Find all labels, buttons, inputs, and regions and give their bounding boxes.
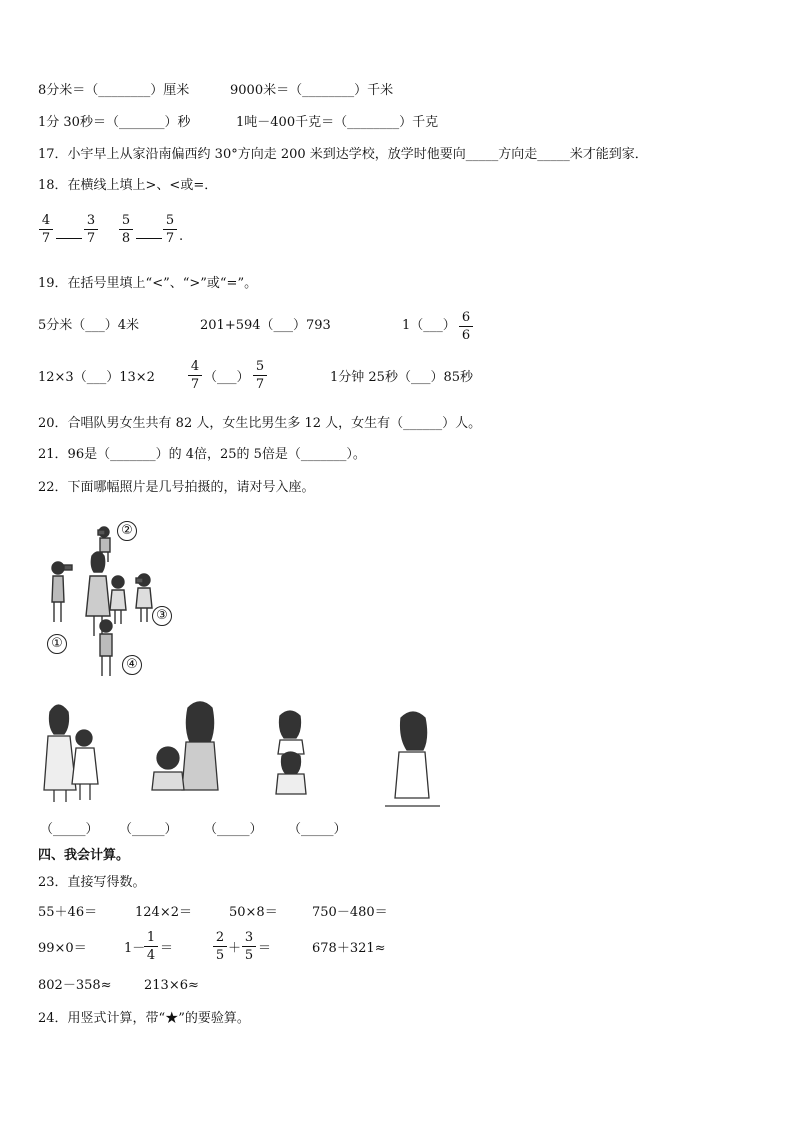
photo-4-woman-profile <box>385 710 440 810</box>
marker-3: ③ <box>152 606 172 626</box>
question-23: 23．直接写得数。 <box>38 875 146 890</box>
question-18: 18．在横线上填上>、<或=． <box>38 178 218 193</box>
fraction-2-5: 2 5 <box>213 930 227 963</box>
compare-5: （___） <box>204 370 250 385</box>
question-20: 20．合唱队男女生共有 82 人，女生比男生多 12 人，女生有（______）人。 <box>38 416 482 431</box>
photo-scene-illustration <box>40 518 180 683</box>
calc-9: 802－358≈ <box>38 978 112 993</box>
plus-sign: ＋ <box>228 941 242 956</box>
fraction-6-6: 6 6 <box>459 310 473 343</box>
question-19: 19．在括号里填上“<”、“>”或“=”。 <box>38 276 258 291</box>
answer-blank-2[interactable]: （_____） <box>119 822 178 837</box>
fraction-5-8: 5 8 <box>119 213 133 246</box>
photo-2-back-view <box>150 700 225 795</box>
calc-7-suffix: ＝ <box>258 941 272 956</box>
calc-10: 213×6≈ <box>144 978 199 993</box>
calc-4: 750－480＝ <box>312 905 388 920</box>
compare-1: 5分米（___）4米 <box>38 318 140 333</box>
answer-line[interactable] <box>56 238 82 239</box>
fraction-4-7: 4 7 <box>39 213 53 246</box>
calc-6-suffix: ＝ <box>160 941 174 956</box>
period: . <box>179 229 184 244</box>
answer-line[interactable] <box>136 238 162 239</box>
section-4-title: 四、我会计算。 <box>38 848 130 863</box>
unit-conversion-2: 9000米＝（________）千米 <box>230 83 394 98</box>
answer-blank-3[interactable]: （_____） <box>204 822 263 837</box>
fraction-4-7: 4 7 <box>188 359 202 392</box>
unit-conversion-4: 1吨－400千克＝（________）千克 <box>236 115 439 130</box>
fraction-5-7: 5 7 <box>253 359 267 392</box>
compare-3: 1（___） <box>402 318 456 333</box>
unit-conversion-1: 8分米＝（________）厘米 <box>38 83 190 98</box>
calc-6-prefix: 1－ <box>124 941 146 956</box>
unit-conversion-3: 1分 30秒＝（_______）秒 <box>38 115 191 130</box>
fraction-3-7: 3 7 <box>84 213 98 246</box>
question-24: 24．用竖式计算，带“★”的要验算。 <box>38 1011 250 1026</box>
question-22: 22．下面哪幅照片是几号拍摄的，请对号入座。 <box>38 480 315 495</box>
marker-1: ① <box>47 634 67 654</box>
marker-2: ② <box>117 521 137 541</box>
fraction-3-5: 3 5 <box>242 930 256 963</box>
calc-8: 678＋321≈ <box>312 941 386 956</box>
photo-1-woman-and-girl <box>40 700 110 805</box>
photo-3-two-faces <box>270 710 315 795</box>
answer-blank-1[interactable]: （_____） <box>40 822 99 837</box>
marker-4: ④ <box>122 655 142 675</box>
fraction-5-7: 5 7 <box>163 213 177 246</box>
calc-1: 55＋46＝ <box>38 905 98 920</box>
compare-4: 12×3（___）13×2 <box>38 370 155 385</box>
compare-2: 201+594（___）793 <box>200 318 331 333</box>
calc-5: 99×0＝ <box>38 941 87 956</box>
calc-3: 50×8＝ <box>229 905 278 920</box>
question-17: 17．小宇早上从家沿南偏西约 30°方向走 200 米到达学校，放学时他要向_____方向走_____米才能到家． <box>38 147 648 162</box>
calc-2: 124×2＝ <box>135 905 192 920</box>
fraction-1-4: 1 4 <box>144 930 158 963</box>
compare-6: 1分钟 25秒（___）85秒 <box>330 370 473 385</box>
question-21: 21．96是（_______）的 4倍，25的 5倍是（_______）。 <box>38 447 366 462</box>
answer-blank-4[interactable]: （_____） <box>288 822 347 837</box>
